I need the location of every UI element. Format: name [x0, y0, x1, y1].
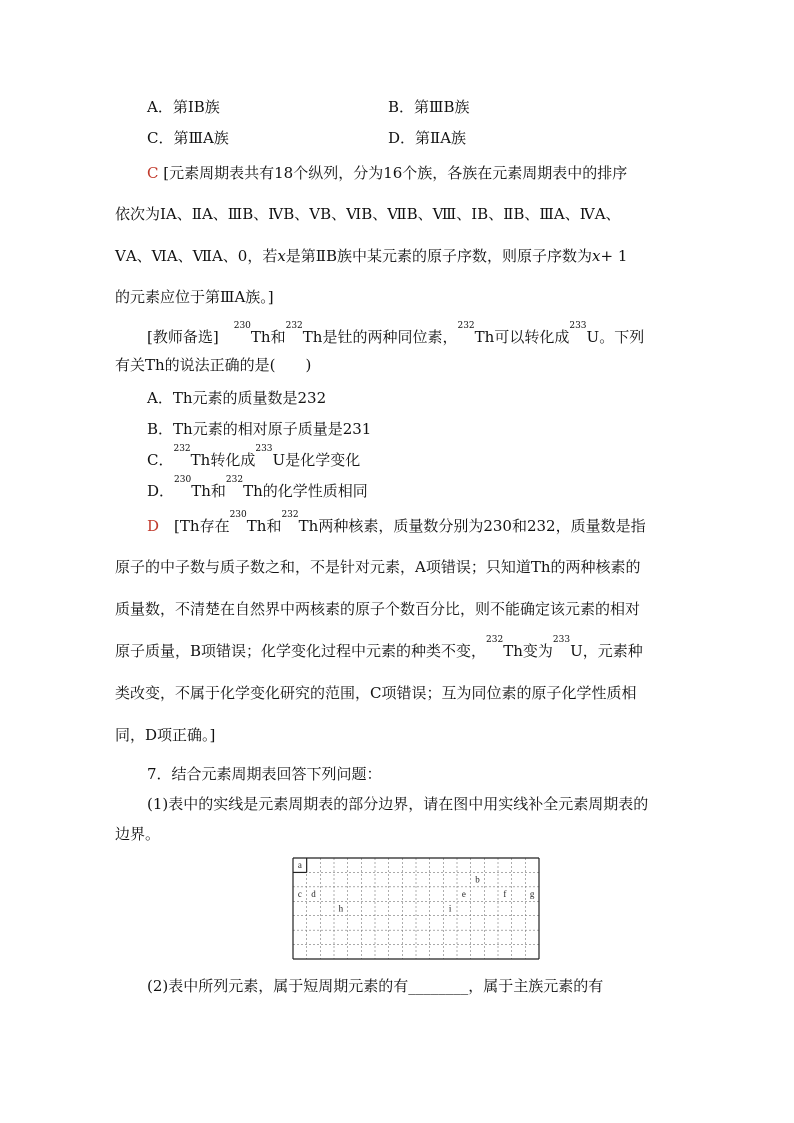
mass-230-d: 230 — [174, 475, 192, 485]
answer2-line1 — [147, 510, 646, 536]
choice2-c — [147, 444, 361, 470]
u-symbol: U — [586, 328, 600, 346]
mass-232-c: 232 — [173, 444, 191, 454]
choice2-d-prefix: D． — [147, 482, 175, 500]
choice2-b: B．Th元素的相对原子质量是231 — [147, 420, 372, 438]
var-x-2: x — [592, 247, 601, 265]
element-letter-b: b — [475, 874, 480, 885]
q7-title: 7．结合元素周期表回答下列问题： — [147, 765, 382, 783]
mass-233-f: 233 — [552, 635, 571, 645]
q6-line2: 有关Th的说法正确的是( ) — [115, 356, 312, 374]
choice-d: D．第ⅡA族 — [388, 129, 467, 147]
periodic-table-grid — [292, 857, 540, 960]
answer1-line4: 的元素应位于第ⅢA族。] — [115, 288, 274, 306]
element-letter-i: i — [448, 903, 452, 914]
mass-232-d: 232 — [225, 475, 244, 485]
q7-part2: (2)表中所列元素，属于短周期元素的有________，属于主族元素的有 — [147, 977, 604, 995]
answer1-line3 — [115, 246, 627, 266]
element-letter-a: a — [297, 860, 302, 871]
answer1-line3-c: + 1 — [600, 247, 628, 265]
answer1-line1 — [147, 163, 627, 183]
mass-232-e: 232 — [281, 510, 299, 520]
and-text-d: 和 — [210, 482, 226, 500]
element-letter-e: e — [461, 889, 466, 900]
mass-232-b: 232 — [457, 321, 475, 331]
choice-c: C．第ⅢA族 — [147, 129, 229, 147]
choice2-a: A．Th元素的质量数是232 — [147, 389, 327, 407]
th-symbol-3: Th — [474, 328, 495, 346]
mass-233-c: 233 — [255, 444, 273, 454]
answer2-line3: 质量数，不清楚在自然界中两核素的原子个数百分比，则不能确定该元素的相对 — [115, 600, 641, 618]
answer2-l4a: 原子质量，B项错误；化学变化过程中元素的种类不变， — [115, 642, 487, 660]
choice2-d — [147, 475, 368, 501]
q6-line1 — [147, 321, 645, 347]
th-symbol-d2: Th — [243, 482, 263, 500]
choice2-c-mid: 转化成 — [210, 451, 256, 469]
element-letter-f: f — [503, 889, 507, 900]
q7-part1-line1: (1)表中的实线是元素周期表的部分边界，请在图中用实线补全元素周期表的 — [147, 795, 649, 813]
mass-230-e: 230 — [229, 510, 247, 520]
q6-mid2: 可以转化成 — [494, 328, 570, 346]
choice-a: A．第ⅠB族 — [147, 98, 220, 116]
mass-232: 232 — [285, 321, 303, 331]
choice2-d-tail: 的化学性质相同 — [262, 482, 368, 500]
mass-232-f: 232 — [486, 635, 504, 645]
and-text-e: 和 — [266, 517, 282, 535]
element-letter-g: g — [529, 889, 535, 900]
th-symbol-e: Th — [246, 517, 267, 535]
q6-mid: 是钍的两种同位素， — [322, 328, 458, 346]
th-symbol-d: Th — [191, 482, 211, 500]
th-symbol-f: Th — [503, 642, 523, 660]
th-symbol: Th — [250, 328, 271, 346]
and-text: 和 — [270, 328, 286, 346]
element-letter-d: d — [311, 889, 316, 900]
answer1-line3-b: 是第ⅡB族中某元素的原子序数，则原子序数为 — [285, 247, 593, 265]
q6-prefix: [教师备选] — [147, 328, 219, 346]
var-x: x — [277, 247, 286, 265]
mass-230: 230 — [233, 321, 251, 331]
choice2-c-tail: 是化学变化 — [285, 451, 361, 469]
u-symbol-c: U — [272, 451, 286, 469]
answer2-l1b: 两种核素，质量数分别为230和232，质量数是指 — [318, 517, 646, 535]
answer2-line5: 类改变，不属于化学变化研究的范围，C项错误；互为同位素的原子化学性质相 — [115, 684, 637, 702]
th-symbol-c: Th — [190, 451, 211, 469]
mass-233: 233 — [569, 321, 587, 331]
answer1-line2: 依次为ⅠA、ⅡA、ⅢB、ⅣB、ⅤB、ⅥB、ⅦB、Ⅷ、ⅠB、ⅡB、ⅢA、ⅣA、 — [115, 205, 621, 223]
answer2-line2: 原子的中子数与质子数之和，不是针对元素，A项错误；只知道Th的两种核素的 — [115, 558, 641, 576]
q6-tail: 。下列 — [599, 328, 645, 346]
choice-b: B．第ⅢB族 — [388, 98, 470, 116]
answer2-l4b: 变为 — [522, 642, 553, 660]
answer2-line4 — [115, 635, 643, 661]
choice2-c-prefix: C． — [147, 451, 174, 469]
answer1-line3-a: ⅤA、ⅥA、ⅦA、0，若 — [115, 247, 278, 265]
answer2-l1a: [Th存在 — [174, 517, 230, 535]
answer1-text: [元素周期表共有18个纵列，分为16个族，各族在元素周期表中的排序 — [163, 164, 628, 182]
answer2-line6: 同，D项正确。] — [115, 726, 216, 744]
answer2-l4c: ，元素种 — [582, 642, 643, 660]
element-letter-c: c — [297, 889, 302, 900]
answer1-letter: C — [147, 164, 159, 182]
th-symbol-2: Th — [302, 328, 323, 346]
th-symbol-e2: Th — [298, 517, 319, 535]
q7-part1-line2: 边界。 — [115, 825, 161, 843]
element-letter-h: h — [338, 903, 344, 914]
u-symbol-f: U — [570, 642, 583, 660]
answer2-letter: D — [147, 517, 160, 535]
